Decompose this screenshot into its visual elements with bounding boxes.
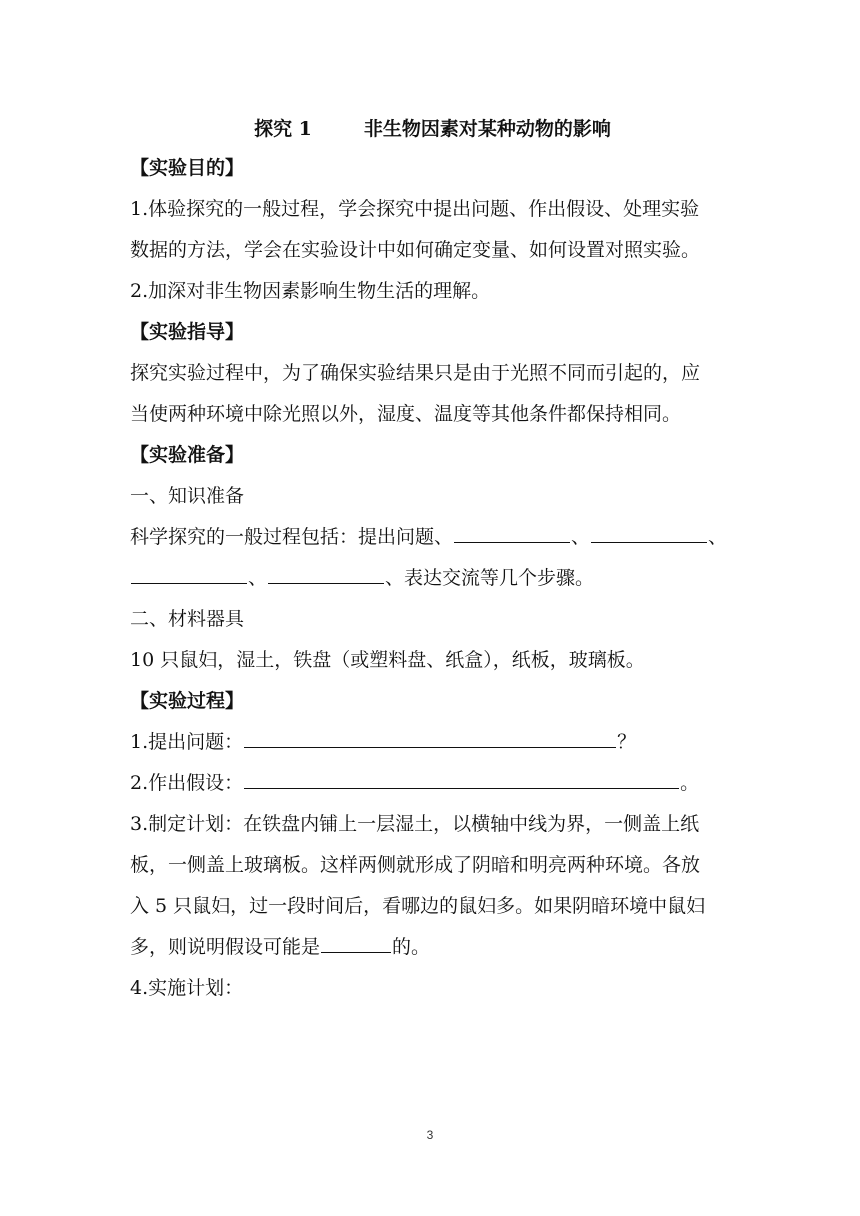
- step-2-label: 2.作出假设：: [130, 772, 244, 794]
- process-heading: 【实验过程】: [130, 690, 245, 712]
- step-2-end: 。: [680, 772, 700, 794]
- preparation-heading: 【实验准备】: [130, 444, 245, 466]
- blank-conclusion[interactable]: [321, 930, 391, 953]
- step-3-line-1: 3.制定计划：在铁盘内铺上一层湿土，以横轴中线为界，一侧盖上纸: [130, 813, 700, 835]
- step-3-last-prefix: 多，则说明假设可能是: [130, 936, 321, 958]
- materials-heading: 二、材料器具: [130, 608, 245, 630]
- separator: 、: [708, 526, 728, 548]
- step-4: 4.实施计划：: [130, 977, 244, 999]
- title-prefix: 探究 1: [254, 118, 312, 140]
- title-text: 非生物因素对某种动物的影响: [363, 118, 611, 140]
- step-2: [130, 763, 735, 804]
- purpose-line-3: 2.加深对非生物因素影响生物生活的理解。: [130, 280, 491, 302]
- blank-step-2[interactable]: [454, 520, 570, 543]
- guidance-line-1: 探究实验过程中，为了确保实验结果只是由于光照不同而引起的，应: [130, 362, 701, 384]
- step-3-line-3: 入 5 只鼠妇，过一段时间后，看哪边的鼠妇多。如果阴暗环境中鼠妇: [130, 895, 706, 917]
- separator: 、: [248, 567, 268, 589]
- separator: 、: [571, 526, 591, 548]
- knowledge-heading: 一、知识准备: [130, 485, 245, 507]
- blank-hypothesis[interactable]: [244, 766, 679, 789]
- knowledge-line-1: [130, 517, 735, 558]
- purpose-line-1: 1.体验探究的一般过程，学会探究中提出问题、作出假设、处理实验: [130, 198, 700, 220]
- guidance-line-2: 当使两种环境中除光照以外，湿度、温度等其他条件都保持相同。: [130, 403, 682, 425]
- step-3-last-end: 的。: [392, 936, 431, 958]
- step-1: [130, 722, 735, 763]
- step-3-line-2: 板，一侧盖上玻璃板。这样两侧就形成了阴暗和明亮两种环境。各放: [130, 854, 701, 876]
- blank-step-4[interactable]: [131, 561, 247, 584]
- blank-step-3[interactable]: [591, 520, 707, 543]
- page-number: 3: [426, 1128, 434, 1142]
- blank-step-5[interactable]: [268, 561, 384, 584]
- purpose-heading: 【实验目的】: [130, 157, 245, 179]
- step-3-line-4: [130, 927, 735, 968]
- document-page: [130, 110, 735, 1009]
- blank-question[interactable]: [244, 725, 616, 748]
- materials-text: 10 只鼠妇，湿土，铁盘（或塑料盘、纸盒），纸板，玻璃板。: [130, 649, 645, 671]
- page-title: [130, 110, 735, 148]
- knowledge-end: 、表达交流等几个步骤。: [385, 567, 595, 589]
- step-1-label: 1.提出问题：: [130, 731, 244, 753]
- knowledge-line-2: [130, 558, 735, 599]
- guidance-heading: 【实验指导】: [130, 321, 245, 343]
- knowledge-text: 科学探究的一般过程包括：提出问题、: [130, 526, 454, 548]
- step-1-end: ？: [617, 731, 637, 753]
- purpose-line-2: 数据的方法，学会在实验设计中如何确定变量、如何设置对照实验。: [130, 239, 701, 261]
